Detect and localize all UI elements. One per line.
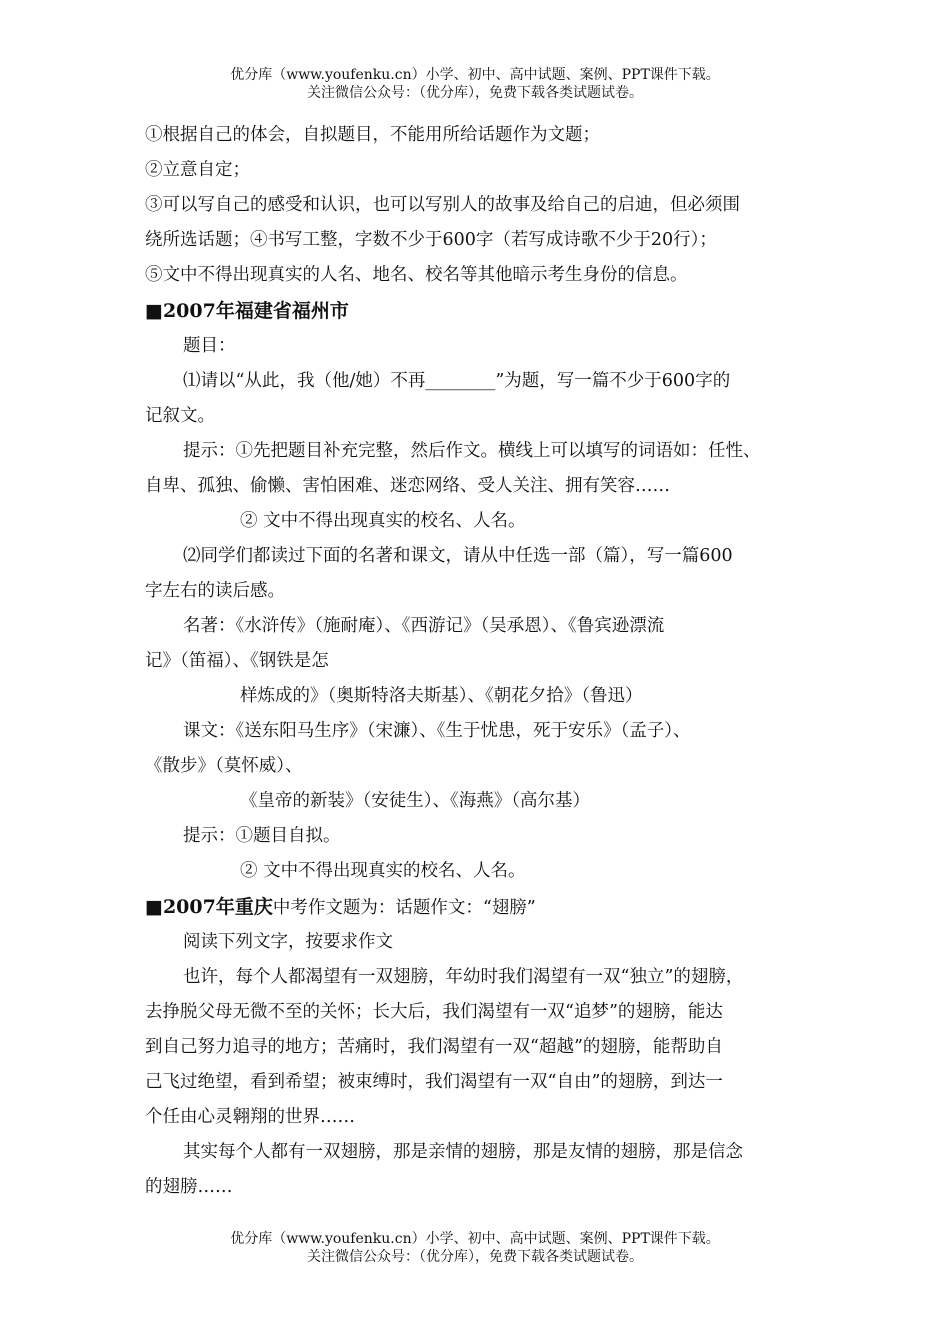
instruction-line: 阅读下列文字，按要求作文 xyxy=(183,932,393,952)
question-1-line-1: ⑴请以“从此，我（他/她）不再________”为题，写一篇不少于600字的 xyxy=(183,371,731,391)
intro-line-2: ②立意自定； xyxy=(145,160,250,180)
paragraph-1-line-3: 到自己努力追寻的地方；苦痛时，我们渴望有一双“超越”的翅膀，能帮助自 xyxy=(145,1037,723,1057)
header-line-2: 关注微信公众号：（优分库），免费下载各类试题试卷。 xyxy=(307,85,643,101)
paragraph-1-line-2: 去挣脱父母无微不至的关怀；长大后，我们渴望有一双“追梦”的翅膀，能达 xyxy=(145,1002,723,1022)
tip-1-line-2: 自卑、孤独、偷懒、害怕困难、迷恋网络、受人关注、拥有笑容…… xyxy=(145,476,670,496)
intro-line-3: ③可以写自己的感受和认识，也可以写别人的故事及给自己的启迪，但必须围 xyxy=(145,195,740,215)
intro-line-4: 绕所选话题；④书写工整，字数不少于600字（若写成诗歌不少于20行）； xyxy=(145,230,717,250)
tip-2-line-2: ② 文中不得出现真实的校名、人名。 xyxy=(240,861,526,881)
footer-line-1: 优分库（www.youfenku.cn）小学、初中、高中试题、案例、PPT课件下载。 xyxy=(230,1231,720,1247)
texts-line-2: 《散步》（莫怀威）、 xyxy=(145,756,303,776)
works-line-2: 记》（笛福）、《钢铁是怎 xyxy=(145,651,329,671)
footer-line-2: 关注微信公众号：（优分库），免费下载各类试题试卷。 xyxy=(307,1249,643,1265)
texts-line-1: 课文：《送东阳马生序》（宋濂）、《生于忧患，死于安乐》（孟子）、 xyxy=(183,721,691,741)
works-line-3: 样炼成的》（奥斯特洛夫斯基）、《朝花夕拾》（鲁迅） xyxy=(240,686,643,706)
tip-1-line-1: 提示：①先把题目补充完整，然后作文。横线上可以填写的词语如：任性、 xyxy=(183,441,761,461)
tip-1-line-3: ② 文中不得出现真实的校名、人名。 xyxy=(240,511,526,531)
question-2-line-2: 字左右的读后感。 xyxy=(145,581,285,601)
section-heading-fuzhou: ■2007年福建省福州市 xyxy=(145,300,349,322)
question-2-line-1: ⑵同学们都读过下面的名著和课文，请从中任选一部（篇），写一篇600 xyxy=(183,546,733,566)
heading-bold-part: ■2007年重庆 xyxy=(145,896,273,918)
paragraph-1-line-5: 个任由心灵翱翔的世界…… xyxy=(145,1107,355,1127)
texts-line-3: 《皇帝的新装》（安徒生）、《海燕》（高尔基） xyxy=(240,791,590,811)
heading-normal-part: 中考作文题为：话题作文：“翅膀” xyxy=(272,898,536,918)
page-footer xyxy=(0,1230,950,1266)
header-line-1: 优分库（www.youfenku.cn）小学、初中、高中试题、案例、PPT课件下载。 xyxy=(230,67,720,83)
works-line-1: 名著：《水浒传》（施耐庵）、《西游记》（吴承恩）、《鲁宾逊漂流 xyxy=(183,616,665,636)
intro-line-5: ⑤文中不得出现真实的人名、地名、校名等其他暗示考生身份的信息。 xyxy=(145,265,688,285)
question-1-line-2: 记叙文。 xyxy=(145,406,215,426)
paragraph-1-line-4: 己飞过绝望，看到希望；被束缚时，我们渴望有一双“自由”的翅膀，到达一 xyxy=(145,1072,723,1092)
paragraph-2-line-1: 其实每个人都有一双翅膀，那是亲情的翅膀，那是友情的翅膀，那是信念 xyxy=(183,1142,743,1162)
intro-line-1: ①根据自己的体会，自拟题目，不能用所给话题作为文题； xyxy=(145,125,600,145)
paragraph-2-line-2: 的翅膀…… xyxy=(145,1177,233,1197)
document-body xyxy=(145,118,815,1205)
title-label: 题目： xyxy=(183,336,236,356)
page-header xyxy=(0,66,950,102)
paragraph-1-line-1: 也许，每个人都渴望有一双翅膀，年幼时我们渴望有一双“独立”的翅膀， xyxy=(183,967,744,987)
section-heading-chongqing xyxy=(145,889,815,925)
tip-2-line-1: 提示：①题目自拟。 xyxy=(183,826,341,846)
